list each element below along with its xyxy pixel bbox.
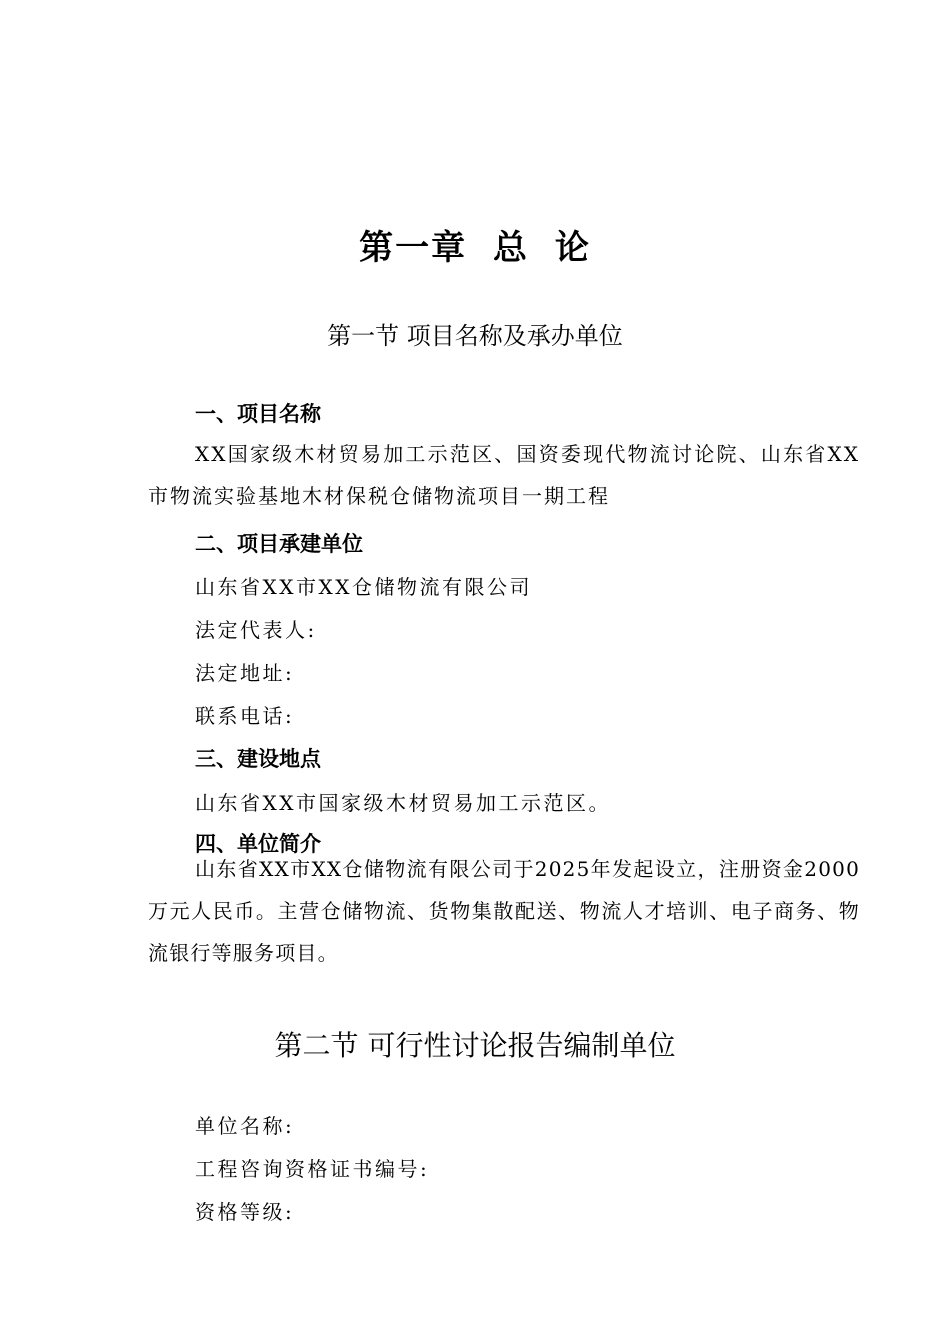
grade: 资格等级: (195, 1200, 295, 1224)
builder-phone: 联系电话: (195, 704, 295, 728)
builder-company: 山东省XX市XX仓储物流有限公司 (195, 575, 532, 599)
location-text: 山东省XX市国家级木材贸易加工示范区。 (195, 791, 611, 815)
heading-project-name: 一、项目名称 (195, 402, 321, 426)
heading-profile: 四、单位简介 (195, 832, 321, 856)
section-1-title: 第一节 项目名称及承办单位 (327, 322, 623, 350)
unit-name: 单位名称: (195, 1114, 295, 1138)
cert-number: 工程咨询资格证书编号: (195, 1157, 430, 1181)
chapter-title: 第一章 总 论 (359, 228, 591, 268)
profile-text: 山东省XX市XX仓储物流有限公司于2025年发起设立，注册资金2000万元人民币。主营仓储物流、货物集散配送、物流人才培训、电子商务、物流银行等服务项目。 (148, 857, 860, 965)
heading-builder: 二、项目承建单位 (195, 532, 363, 556)
builder-legal-rep: 法定代表人: (195, 618, 317, 642)
project-name-text: XX国家级木材贸易加工示范区、国资委现代物流讨论院、山东省XX市物流实验基地木材保税仓储物流项目一期工程 (148, 442, 860, 508)
section-2-title: 第二节 可行性讨论报告编制单位 (274, 1029, 676, 1062)
heading-location: 三、建设地点 (195, 747, 321, 771)
builder-legal-address: 法定地址: (195, 661, 295, 685)
